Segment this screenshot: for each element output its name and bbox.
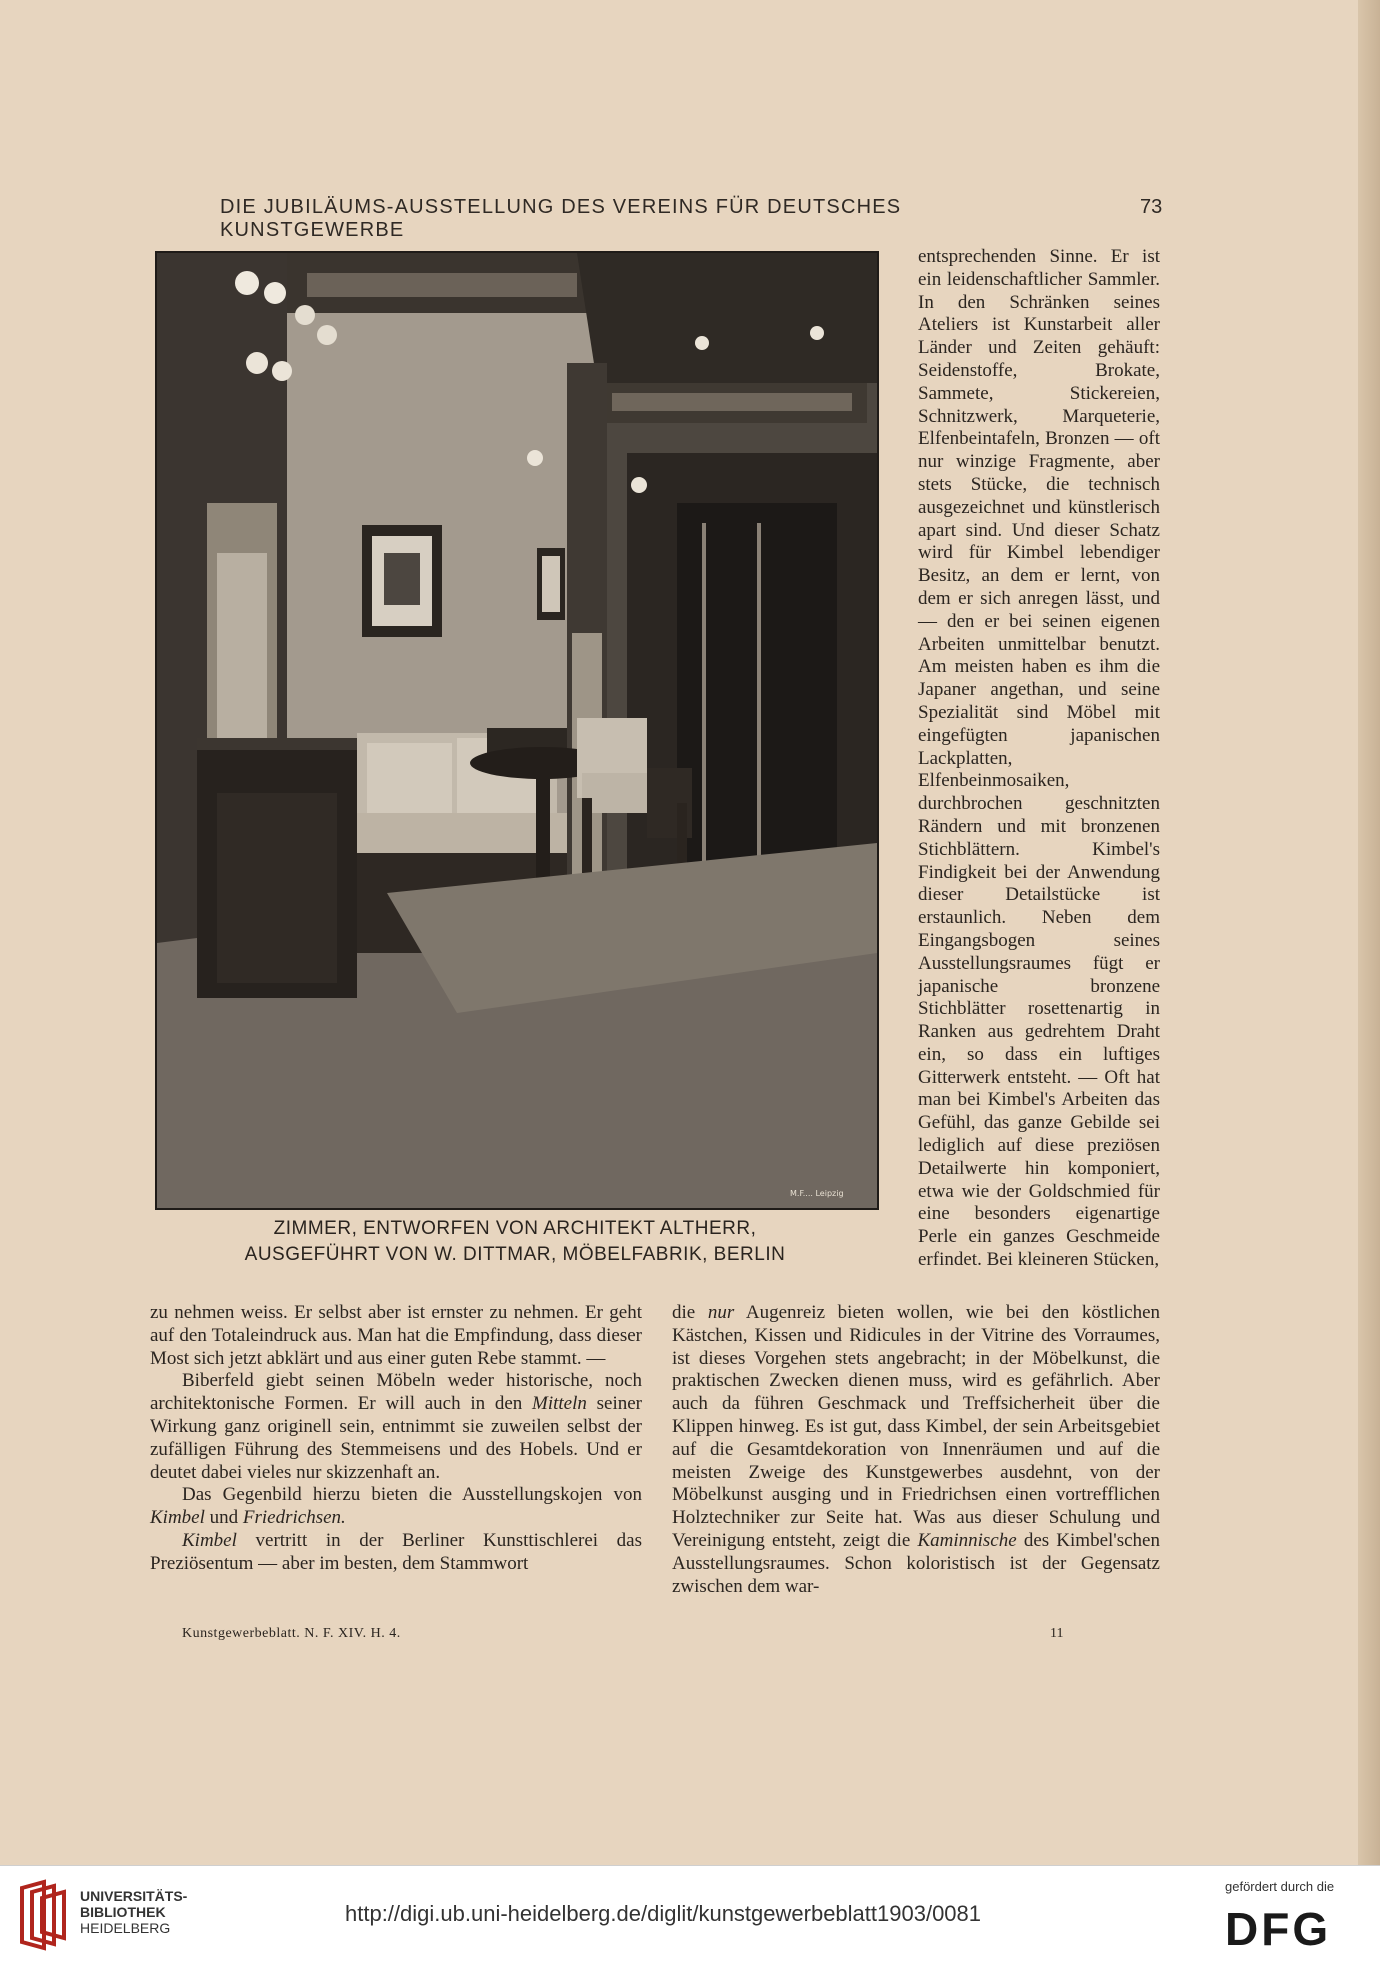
figure-caption-line-1: ZIMMER, ENTWORFEN VON ARCHITEKT ALTHERR,: [273, 1218, 757, 1239]
library-logo-icon: [14, 1878, 74, 1952]
running-title: DIE JUBILÄUMS-AUSSTELLUNG DES VEREINS FÜR DEUTSCHES KUNSTGEWERBE: [220, 196, 902, 241]
engraver-mark: M.F.... Leipzig: [790, 1189, 844, 1198]
interior-photograph: [155, 251, 879, 1210]
viewer-footer-bar: [0, 1865, 1380, 1966]
permalink-url[interactable]: http://digi.ub.uni-heidelberg.de/diglit/kunstgewerbeblatt1903/0081: [345, 1901, 982, 1926]
middle-column: [672, 1302, 1160, 1598]
signature-mark: 11: [1050, 1626, 1064, 1641]
page-edge-shadow: [1358, 0, 1380, 1865]
figure-caption-line-2: AUSGEFÜHRT VON W. DITTMAR, MÖBELFABRIK, BERLIN: [244, 1244, 786, 1265]
left-column: [150, 1302, 642, 1576]
left-paragraph-4: Kimbel vertritt in der Berliner Kunsttischlerei das Preziösentum — aber im besten, dem Stammwort: [150, 1529, 642, 1574]
middle-paragraph: die nur Augenreiz bieten wollen, wie bei den köstlichen Kästchen, Kissen und Ridicules in der Vitrine des Vorraumes, ist dieses Vorgehen stets angebracht; in der Möbelkunst, die praktischen Zwecken dienen muss, wird es gefährlich. Aber auch da führen Geschmack und Treffsicherheit über die Klippen hinweg. Es ist gut, dass Kimbel, der sein Arbeitsgebiet auf die Gesamtdekoration von Innenräumen und auf die meisten Zweige des Kunstgewerbes ausdehnt, von der Möbelkunst ausging und in Friedrichsen einen vortrefflichen Holztechniker zur Seite hat. Was aus dieser Schulung und Vereinigung entsteht, zeigt die Kaminnische des Kimbel'schen Ausstellungsraumes. Schon koloristisch ist der Gegensatz zwischen dem war-: [672, 1302, 1160, 1597]
university-library-logo[interactable]: [14, 1878, 74, 1952]
funded-by-label: gefördert durch die: [1225, 1879, 1335, 1894]
left-paragraph-2: Biberfeld giebt seinen Möbeln weder historische, noch architektonische Formen. Er will auch in den Mitteln seiner Wirkung ganz originell sein, entnimmt sie zuweilen selbst der zufälligen Führung des Stemmeisens und des Hobels. Und er deutet dabei vieles nur skizzenhaft an.: [150, 1370, 642, 1483]
photo-illustration: [157, 253, 877, 1208]
left-paragraph-1: zu nehmen weiss. Er selbst aber ist ernster zu nehmen. Er geht auf den Totaleindruck aus. Man hat die Empfindung, dass dieser Most sich jetzt abklärt und aus einer guten Rebe stammt. —: [150, 1302, 642, 1369]
journal-footer: Kunstgewerbeblatt. N. F. XIV. H. 4.: [182, 1626, 401, 1641]
right-column: [918, 246, 1160, 1272]
library-name[interactable]: UNIVERSITÄTS- BIBLIOTHEK HEIDELBERG: [80, 1888, 188, 1936]
right-column-text: entsprechenden Sinne. Er ist ein leidenschaftlicher Sammler. In den Schränken seines Ateliers ist Kunstarbeit aller Länder und Zeiten gehäuft: Seidenstoffe, Brokate, Sammete, Stickereien, Schnitzwerk, Marqueterie, Elfenbeintafeln, Bronzen — oft nur winzige Fragmente, aber stets Stücke, die technisch ausgezeichnet und künstlerisch apart sind. Und dieser Schatz wird für Kimbel lebendiger Besitz, an dem er lernt, von dem er sich anregen lässt, und — den er bei seinen eigenen Arbeiten unmittelbar benutzt. Am meisten haben es ihm die Japaner angethan, und seine Spezialität sind Möbel mit eingefügten japanischen Lackplatten, Elfenbeinmosaiken, durchbrochen geschnitzten Rändern und mit bronzenen Stichblättern. Kimbel's Findigkeit bei der Anwendung dieser Detailstücke ist erstaunlich. Neben dem Eingangsbogen seines Ausstellungsraumes fügt er japanische bronzene Stichblätter rosettenartig in Ranken aus gedrehtem Draht ein, so dass ein luftiges Gitterwerk entsteht. — Oft hat man bei Kimbel's Arbeiten das Gefühl, das ganze Gebilde sei lediglich auf diese preziösen Detailwerte hin komponiert, etwa wie der Goldschmied für eine besonders eigenartige Perle ein ganzes Geschmeide erfindet. Bei kleineren Stücken,: [918, 246, 1160, 1271]
left-paragraph-3: Das Gegenbild hierzu bieten die Ausstellungskojen von Kimbel und Friedrichsen.: [150, 1484, 642, 1529]
dfg-logo[interactable]: DFG: [1225, 1903, 1332, 1955]
page-number: 73: [1140, 196, 1163, 218]
